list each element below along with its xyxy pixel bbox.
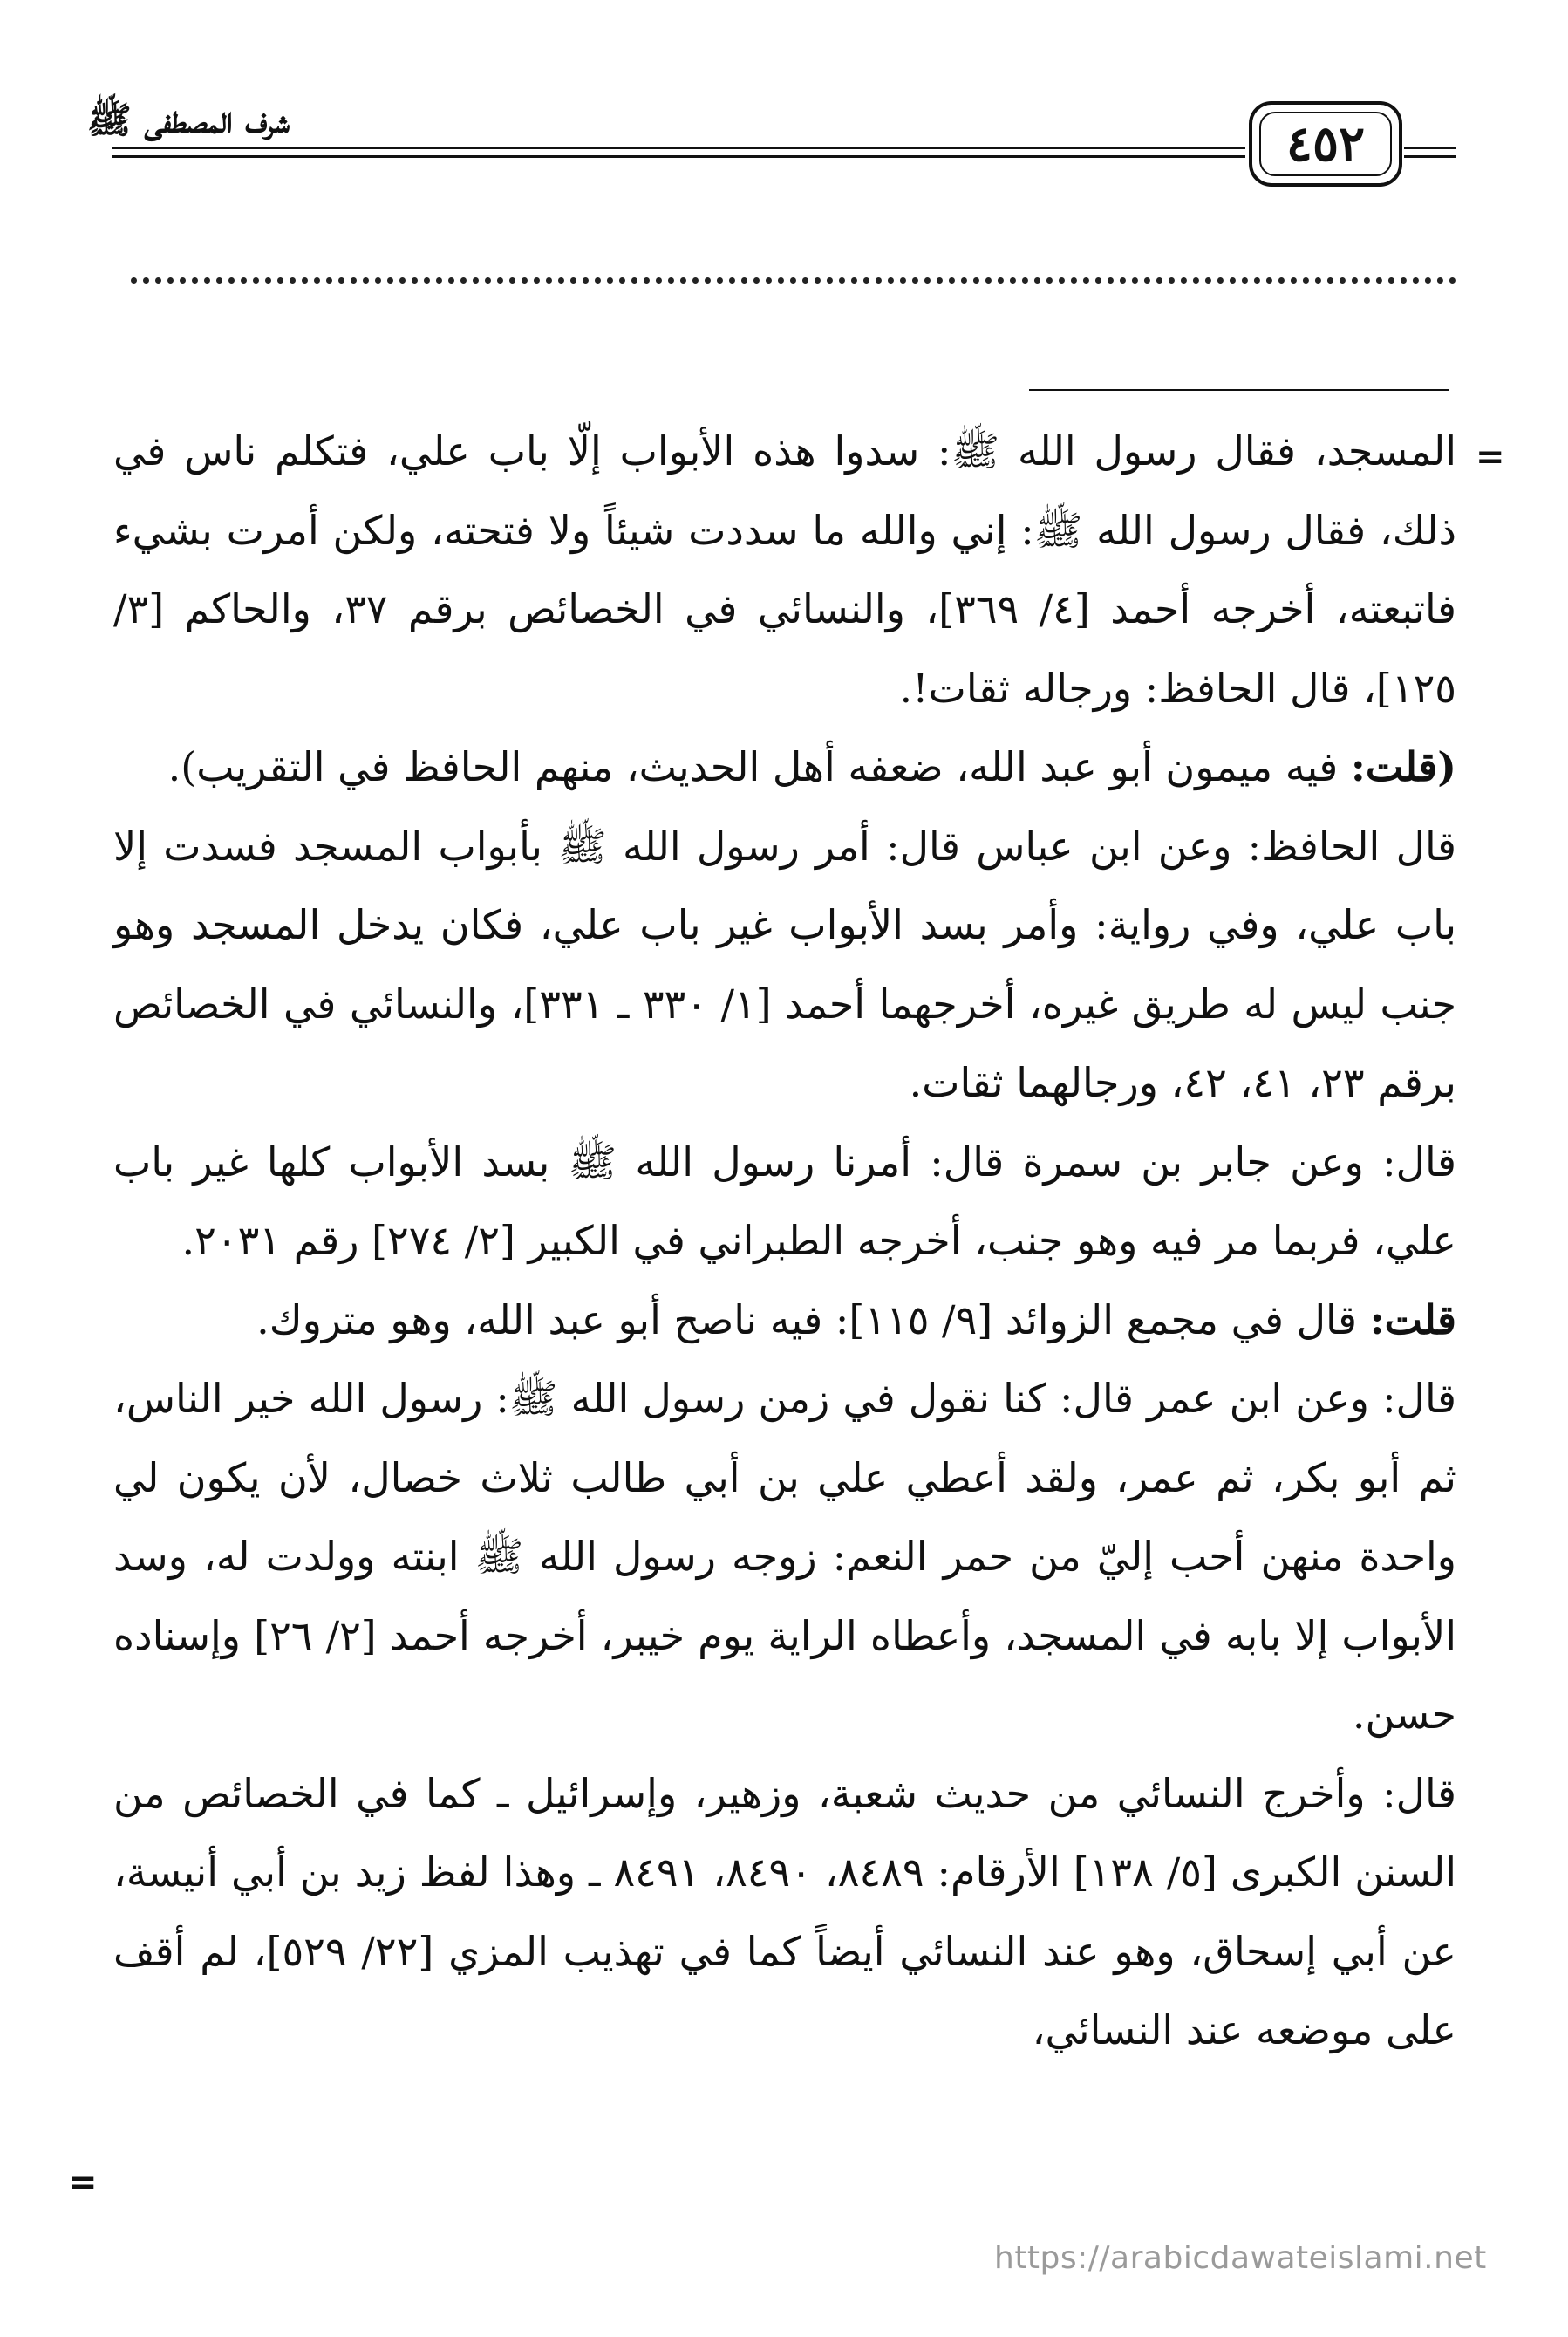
continuation-mark-start: = xyxy=(1476,436,1505,477)
paragraph xyxy=(113,1359,1456,1754)
paragraph-text: قال: وعن جابر بن سمرة قال: أمرنا رسول الله ﷺ بسد الأبواب كلها غير باب علي، فربما مر فيه وهو جنب، أخرجه الطبراني في الكبير [٢/ ٢٧٤] رقم ٢٠٣١. xyxy=(113,1138,1456,1264)
paragraph-lead: (قلت: xyxy=(1350,743,1456,790)
paragraph-text: قال: وأخرج النسائي من حديث شعبة، وزهير، وإسرائيل ـ كما في الخصائص من السنن الكبرى [٥/ ١٣٨] الأرقام: ٨٤٨٩، ٨٤٩٠، ٨٤٩١ ـ وهذا لفظ زيد بن أبي أنيسة، عن أبي إسحاق، وهو عند النسائي أيضاً كما في تهذيب المزي [٢٢/ ٥٢٩]، لم أقف على موضعه عند النسائي، xyxy=(113,1769,1457,2053)
paragraph-text: فيه ميمون أبو عبد الله، ضعفه أهل الحديث، منهم الحافظ في التقريب). xyxy=(167,743,1351,790)
paragraph xyxy=(113,1754,1456,2070)
paragraph xyxy=(113,412,1456,728)
header-rule-right xyxy=(1404,155,1456,158)
paragraph-text: قال في مجمع الزوائد [٩/ ١١٥]: فيه ناصح أبو عبد الله، وهو متروك. xyxy=(256,1295,1370,1343)
page-number: ٤٥٢ xyxy=(1259,112,1392,176)
paragraph xyxy=(113,728,1456,807)
running-title: شرف المصطفى ﷺ xyxy=(87,99,290,141)
paragraph-text: المسجد، فقال رسول الله ﷺ: سدوا هذه الأبواب إلّا باب علي، فتكلم ناس في ذلك، فقال رسول الله ﷺ: إني والله ما سددت شيئاً ولا فتحته، ولكن أمرت بشيء فاتبعته، أخرجه أحمد [٤/ ٣٦٩]، والنسائي في الخصائص برقم ٣٧، والحاكم [٣/ ١٢٥]، قال الحافظ: ورجاله ثقات!. xyxy=(113,427,1456,712)
header-rule-right xyxy=(1404,147,1456,149)
dotted-separator xyxy=(131,277,1456,284)
paragraph-text: قال: وعن ابن عمر قال: كنا نقول في زمن رسول الله ﷺ: رسول الله خير الناس، ثم أبو بكر، ثم عمر، ولقد أعطي علي بن أبي طالب ثلاث خصال، لأن يكون لي واحدة منهن أحب إليّ من حمر النعم: زوجه رسول الله ﷺ ابنته وولدت له، وسد الأبواب إلا بابه في المسجد، وأعطاه الراية يوم خيبر، أخرجه أحمد [٢/ ٢٦] وإسناده حسن. xyxy=(113,1375,1456,1738)
paragraph-text: قال الحافظ: وعن ابن عباس قال: أمر رسول الله ﷺ بأبواب المسجد فسدت إلا باب علي، وفي رواية: وأمر بسد الأبواب غير باب علي، فكان يدخل المسجد وهو جنب ليس له طريق غيره، أخرجهما أحمد [١/ ٣٣٠ ـ ٣٣١]، والنسائي في الخصائص برقم ٢٣، ٤١، ٤٢، ورجالهما ثقات. xyxy=(113,822,1456,1106)
header-rule xyxy=(112,147,1245,149)
paragraph xyxy=(113,807,1456,1123)
paragraph xyxy=(113,1281,1456,1360)
footnote-rule xyxy=(1029,389,1449,391)
source-watermark: https://arabicdawateislami.net xyxy=(994,2240,1487,2276)
footnote-text xyxy=(113,412,1456,2070)
paragraph-lead: قلت: xyxy=(1369,1295,1456,1343)
paragraph xyxy=(113,1123,1456,1281)
page-number-frame xyxy=(1249,101,1402,187)
header-rule xyxy=(112,155,1245,158)
continuation-mark-end: = xyxy=(68,2162,98,2203)
